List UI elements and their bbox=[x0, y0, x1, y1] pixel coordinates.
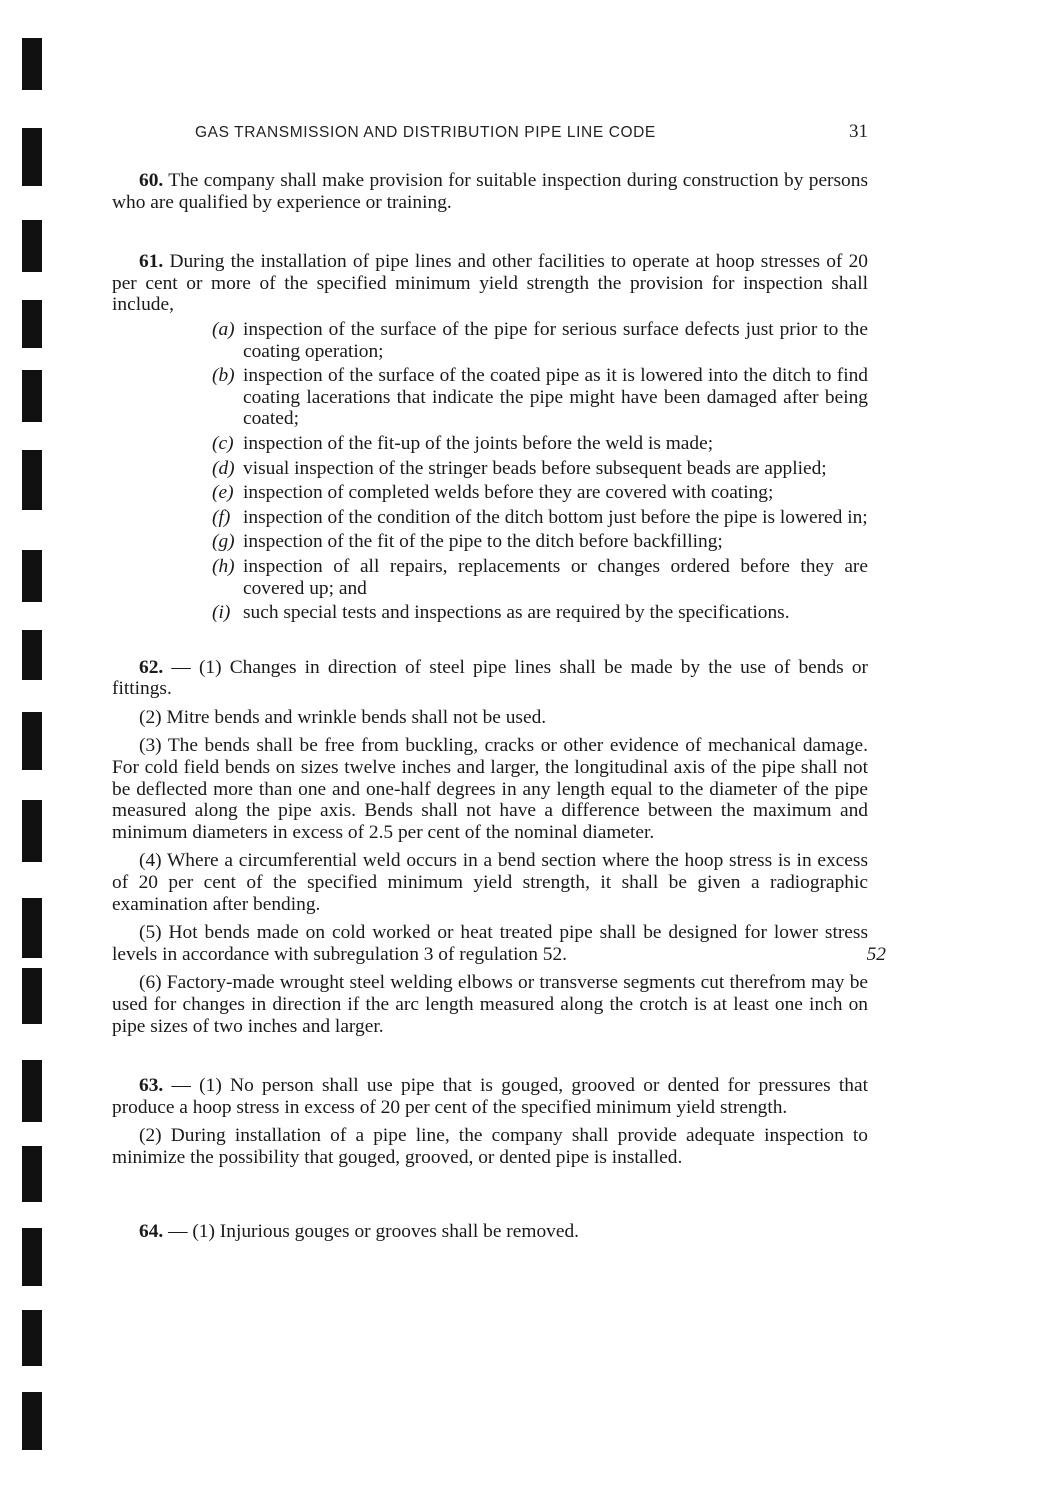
regulation-reference: 52. bbox=[542, 943, 568, 965]
list-item bbox=[212, 458, 868, 480]
item-label: (h) bbox=[212, 555, 235, 577]
subsection-1: — (1) Changes in direction of steel pipe lines shall be made by the use of bends or fittings. bbox=[112, 656, 868, 700]
section-number: 61. bbox=[139, 251, 164, 273]
item-label: (a) bbox=[212, 318, 235, 340]
subsection-6: (6) Factory-made wrought steel welding elbows or transverse segments cut therefrom may be used for changes in direction if the arc length measured along the crotch is at least one inch on pipe sizes of two inches and larger. bbox=[112, 972, 868, 1037]
item-text: inspection of completed welds before they are covered with coating; bbox=[243, 482, 774, 504]
item-label: (e) bbox=[212, 482, 234, 504]
list-item bbox=[212, 365, 868, 430]
scan-mark bbox=[22, 550, 42, 602]
scan-mark bbox=[22, 800, 42, 862]
subsection-5-text: (5) Hot bends made on cold worked or heat treated pipe shall be designed for lower stress levels in accordance with subregulation 3 of regulation bbox=[112, 922, 868, 965]
list-item bbox=[212, 433, 868, 455]
subsection-5 bbox=[112, 922, 886, 965]
scan-mark bbox=[22, 370, 42, 422]
section-63 bbox=[112, 1075, 868, 1118]
subsection-2: (2) During installation of a pipe line, the company shall provide adequate inspection to minimize the possibility that gouged, grooved, or dented pipe is installed. bbox=[112, 1125, 868, 1168]
section-number: 62. bbox=[139, 656, 164, 678]
scan-mark bbox=[22, 1060, 42, 1122]
section-60 bbox=[112, 170, 868, 213]
scan-mark bbox=[22, 450, 42, 510]
item-text: such special tests and inspections as are required by the specifications. bbox=[243, 602, 790, 624]
item-label: (b) bbox=[212, 365, 235, 387]
handwritten-note: 52 bbox=[866, 943, 886, 965]
scan-mark bbox=[22, 1228, 42, 1286]
item-label: (i) bbox=[212, 602, 231, 624]
section-64 bbox=[112, 1221, 868, 1243]
scan-mark bbox=[22, 128, 42, 186]
item-text: inspection of the fit of the pipe to the ditch before backfilling; bbox=[243, 531, 723, 553]
item-label: (d) bbox=[212, 457, 235, 479]
scan-mark bbox=[22, 630, 42, 680]
page-number: 31 bbox=[849, 121, 868, 142]
item-text: inspection of all repairs, replacements or changes ordered before they are covered up; and bbox=[243, 555, 868, 599]
subsection-3: (3) The bends shall be free from buckling, cracks or other evidence of mechanical damage. For cold field bends on sizes twelve inches and larger, the longitudinal axis of the pipe shall not be deflected more than one and one-half degrees in any length equal to the diameter of the pipe measured along the pipe axis. Bends shall not have a difference between the maximum and minimum diameters in excess of 2.5 per cent of the nominal diameter. bbox=[112, 735, 868, 843]
list-item bbox=[212, 602, 868, 624]
page-header bbox=[195, 121, 868, 142]
section-61 bbox=[112, 251, 868, 316]
item-label: (c) bbox=[212, 432, 234, 454]
list-item bbox=[212, 556, 868, 599]
item-label: (g) bbox=[212, 531, 235, 553]
subsection-1: — (1) No person shall use pipe that is gouged, grooved or dented for pressures that produce a hoop stress in excess of 20 per cent of the specified minimum yield strength. bbox=[112, 1075, 868, 1118]
scan-mark bbox=[22, 300, 42, 348]
subsection-2: (2) Mitre bends and wrinkle bends shall not be used. bbox=[139, 706, 547, 728]
item-text: visual inspection of the stringer beads before subsequent beads are applied; bbox=[243, 457, 827, 479]
section-text: During the installation of pipe lines and other facilities to operate at hoop stresses of 20 per cent or more of the specified minimum yield strength the provision for inspection shall include, bbox=[112, 251, 868, 316]
section-text: The company shall make provision for suitable inspection during construction by persons who are qualified by experience or training. bbox=[112, 170, 868, 213]
subsection-4: (4) Where a circumferential weld occurs in a bend section where the hoop stress is in excess of 20 per cent of the specified minimum yield strength, it shall be given a radiographic examination after bending. bbox=[112, 850, 868, 915]
section-number: 64. bbox=[139, 1220, 164, 1242]
list-item bbox=[212, 507, 868, 529]
item-text: inspection of the fit-up of the joints before the weld is made; bbox=[243, 432, 714, 454]
section-62 bbox=[112, 657, 868, 700]
page-body bbox=[112, 170, 886, 1242]
scan-mark bbox=[22, 968, 42, 1024]
section-number: 63. bbox=[139, 1075, 164, 1097]
running-title: GAS TRANSMISSION AND DISTRIBUTION PIPE LINE CODE bbox=[195, 124, 656, 141]
inspection-list bbox=[212, 319, 868, 624]
scan-mark bbox=[22, 220, 42, 272]
item-label: (f) bbox=[212, 506, 231, 528]
list-item bbox=[212, 319, 868, 362]
scan-mark bbox=[22, 1146, 42, 1202]
item-text: inspection of the surface of the coated pipe as it is lowered into the ditch to find coating lacerations that indicate the pipe might have been damaged after being coated; bbox=[243, 365, 868, 430]
item-text: inspection of the condition of the ditch bottom just before the pipe is lowered in; bbox=[243, 506, 868, 528]
section-number: 60. bbox=[139, 170, 164, 191]
list-item bbox=[212, 482, 868, 504]
scan-mark bbox=[22, 38, 42, 90]
scan-mark bbox=[22, 1310, 42, 1366]
list-item bbox=[212, 531, 868, 553]
subsection-1: — (1) Injurious gouges or grooves shall be removed. bbox=[163, 1220, 579, 1242]
scan-mark bbox=[22, 712, 42, 770]
scan-mark bbox=[22, 898, 42, 958]
item-text: inspection of the surface of the pipe for serious surface defects just prior to the coating operation; bbox=[243, 318, 868, 362]
scan-mark bbox=[22, 1392, 42, 1450]
